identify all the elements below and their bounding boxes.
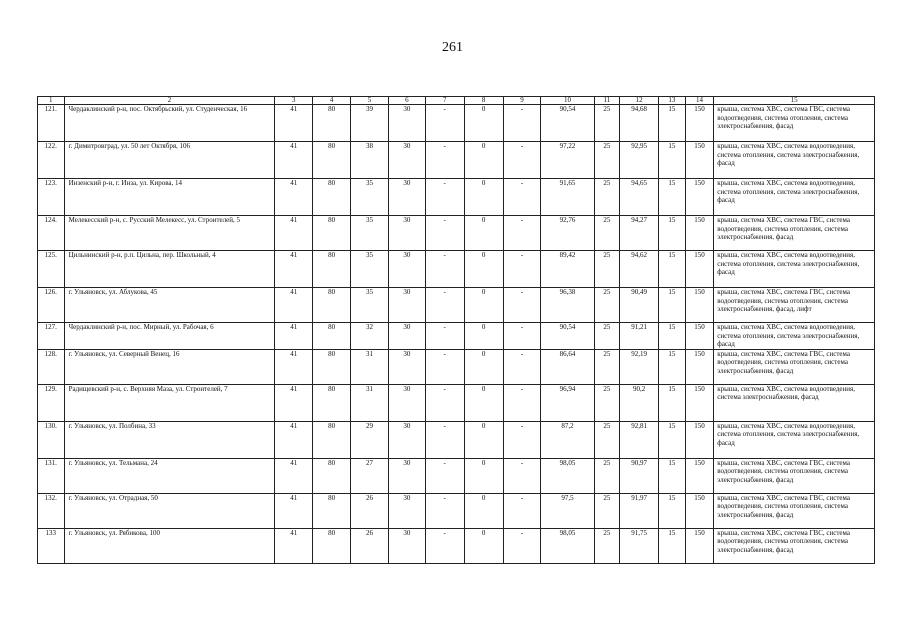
- cell-c8: 0: [464, 528, 503, 563]
- cell-c4: 80: [313, 179, 351, 216]
- cell-c8: 0: [464, 458, 503, 493]
- cell-c13: 15: [659, 142, 686, 179]
- cell-addr: Цильнинский р-н, р.п. Цильна, пер. Школьный, 4: [64, 251, 275, 288]
- cell-c14: 150: [685, 323, 714, 350]
- cell-works: крыша, система ХВС, система водоотведения, система отопления, система электроснабжения, фасад: [714, 179, 875, 216]
- cell-c14: 150: [685, 251, 714, 288]
- cell-c7: -: [425, 105, 464, 142]
- cell-c5: 39: [351, 105, 389, 142]
- cell-c5: 35: [351, 216, 389, 251]
- cell-c13: 15: [659, 105, 686, 142]
- cell-works: крыша, система ХВС, система ГВС, система водоотведения, система отопления, система электроснабжения, фасад: [714, 216, 875, 251]
- cell-c12: 94,68: [620, 105, 659, 142]
- page-number: 261: [442, 40, 463, 55]
- column-header: 14: [685, 97, 714, 105]
- cell-c9: -: [503, 323, 541, 350]
- cell-c5: 31: [351, 349, 389, 384]
- cell-c4: 80: [313, 216, 351, 251]
- cell-c9: -: [503, 179, 541, 216]
- cell-c9: -: [503, 384, 541, 421]
- cell-c7: -: [425, 323, 464, 350]
- cell-c5: 31: [351, 384, 389, 421]
- cell-c14: 150: [685, 458, 714, 493]
- cell-works: крыша, система ХВС, система ГВС, система водоотведения, система отопления, система электроснабжения, фасад: [714, 458, 875, 493]
- cell-n: 123.: [38, 179, 65, 216]
- cell-works: крыша, система ХВС, система водоотведения, система отопления, система электроснабжения, фасад: [714, 323, 875, 350]
- cell-c8: 0: [464, 421, 503, 458]
- cell-c8: 0: [464, 384, 503, 421]
- cell-c5: 27: [351, 458, 389, 493]
- cell-works: крыша, система ХВС, система водоотведения, система отопления, система электроснабжения, фасад: [714, 142, 875, 179]
- cell-c14: 150: [685, 421, 714, 458]
- cell-c11: 25: [594, 421, 620, 458]
- table-row: [38, 458, 875, 493]
- cell-c7: -: [425, 458, 464, 493]
- table-row: [38, 105, 875, 142]
- cell-c12: 91,97: [620, 493, 659, 528]
- cell-c9: -: [503, 288, 541, 323]
- column-header: 6: [388, 97, 425, 105]
- cell-c4: 80: [313, 288, 351, 323]
- cell-works: крыша, система ХВС, система ГВС, система водоотведения, система отопления, система электроснабжения, фасад: [714, 349, 875, 384]
- cell-n: 122.: [38, 142, 65, 179]
- cell-c3: 41: [275, 458, 313, 493]
- cell-n: 127.: [38, 323, 65, 350]
- cell-n: 132.: [38, 493, 65, 528]
- cell-c13: 15: [659, 421, 686, 458]
- table-row: [38, 142, 875, 179]
- cell-c6: 30: [388, 349, 425, 384]
- cell-c6: 30: [388, 323, 425, 350]
- cell-c3: 41: [275, 528, 313, 563]
- column-header: 4: [313, 97, 351, 105]
- cell-works: крыша, система ХВС, система водоотведения, система отопления, система электроснабжения, фасад: [714, 421, 875, 458]
- table-row: [38, 323, 875, 350]
- cell-c11: 25: [594, 251, 620, 288]
- cell-c10: 90,54: [541, 323, 594, 350]
- cell-c13: 15: [659, 528, 686, 563]
- column-header: 9: [503, 97, 541, 105]
- cell-c4: 80: [313, 349, 351, 384]
- cell-works: крыша, система ХВС, система ГВС, система водоотведения, система отопления, система электроснабжения, фасад: [714, 528, 875, 563]
- cell-c14: 150: [685, 288, 714, 323]
- cell-c11: 25: [594, 493, 620, 528]
- cell-c12: 92,95: [620, 142, 659, 179]
- cell-c12: 90,2: [620, 384, 659, 421]
- cell-c9: -: [503, 216, 541, 251]
- cell-c13: 15: [659, 384, 686, 421]
- cell-c7: -: [425, 493, 464, 528]
- cell-c10: 89,42: [541, 251, 594, 288]
- cell-n: 131.: [38, 458, 65, 493]
- cell-c9: -: [503, 142, 541, 179]
- cell-c10: 87,2: [541, 421, 594, 458]
- cell-addr: г. Ульяновск, ул. Полбина, 33: [64, 421, 275, 458]
- cell-c8: 0: [464, 105, 503, 142]
- cell-c9: -: [503, 458, 541, 493]
- column-header: 11: [594, 97, 620, 105]
- cell-c14: 150: [685, 142, 714, 179]
- cell-addr: г. Ульяновск, ул. Северный Венец, 16: [64, 349, 275, 384]
- cell-c11: 25: [594, 458, 620, 493]
- cell-c3: 41: [275, 349, 313, 384]
- cell-addr: г. Ульяновск, ул. Рябикова, 100: [64, 528, 275, 563]
- cell-addr: г. Димитровград, ул. 50 лет Октября, 106: [64, 142, 275, 179]
- housing-repair-table: [37, 96, 875, 564]
- cell-c12: 90,97: [620, 458, 659, 493]
- cell-c7: -: [425, 384, 464, 421]
- cell-c9: -: [503, 349, 541, 384]
- cell-addr: Радищевский р-н, с. Верхняя Мазa, ул. Строителей, 7: [64, 384, 275, 421]
- cell-c8: 0: [464, 216, 503, 251]
- cell-c7: -: [425, 349, 464, 384]
- cell-c5: 26: [351, 493, 389, 528]
- cell-c6: 30: [388, 458, 425, 493]
- cell-c7: -: [425, 288, 464, 323]
- cell-n: 129.: [38, 384, 65, 421]
- cell-c14: 150: [685, 384, 714, 421]
- cell-c11: 25: [594, 179, 620, 216]
- cell-c5: 29: [351, 421, 389, 458]
- cell-c7: -: [425, 179, 464, 216]
- table-row: [38, 216, 875, 251]
- cell-c10: 91,65: [541, 179, 594, 216]
- cell-works: крыша, система ХВС, система водоотведения, система электроснабжения, фасад: [714, 384, 875, 421]
- cell-c11: 25: [594, 323, 620, 350]
- table-body: [38, 105, 875, 564]
- cell-c8: 0: [464, 349, 503, 384]
- cell-c6: 30: [388, 216, 425, 251]
- table-row: [38, 288, 875, 323]
- cell-n: 126.: [38, 288, 65, 323]
- cell-c4: 80: [313, 493, 351, 528]
- cell-c9: -: [503, 421, 541, 458]
- cell-c11: 25: [594, 142, 620, 179]
- column-header: 5: [351, 97, 389, 105]
- cell-n: 124.: [38, 216, 65, 251]
- cell-c5: 35: [351, 179, 389, 216]
- cell-c4: 80: [313, 251, 351, 288]
- cell-c5: 26: [351, 528, 389, 563]
- table-row: [38, 251, 875, 288]
- cell-works: крыша, система ХВС, система ГВС, система водоотведения, система отопления, система электроснабжения, фасад: [714, 493, 875, 528]
- cell-c7: -: [425, 528, 464, 563]
- cell-c7: -: [425, 251, 464, 288]
- cell-addr: Чердаклинский р-н, пос. Октябрьский, ул. Студенческая, 16: [64, 105, 275, 142]
- cell-c8: 0: [464, 251, 503, 288]
- cell-c3: 41: [275, 493, 313, 528]
- cell-c9: -: [503, 105, 541, 142]
- cell-c10: 98,05: [541, 528, 594, 563]
- cell-c12: 91,75: [620, 528, 659, 563]
- cell-c4: 80: [313, 142, 351, 179]
- cell-works: крыша, система ХВС, система ГВС, система водоотведения, система отопления, система электроснабжения, фасад: [714, 105, 875, 142]
- column-header: 3: [275, 97, 313, 105]
- cell-c13: 15: [659, 216, 686, 251]
- cell-c5: 35: [351, 251, 389, 288]
- cell-addr: Чердаклинский р-н, пос. Мирный, ул. Рабочая, 6: [64, 323, 275, 350]
- cell-addr: г. Ульяновск, ул. Аблукова, 45: [64, 288, 275, 323]
- cell-c3: 41: [275, 216, 313, 251]
- cell-c10: 97,5: [541, 493, 594, 528]
- cell-c14: 150: [685, 179, 714, 216]
- cell-c4: 80: [313, 384, 351, 421]
- column-header: 10: [541, 97, 594, 105]
- column-header: 13: [659, 97, 686, 105]
- column-header: 15: [714, 97, 875, 105]
- cell-c10: 92,76: [541, 216, 594, 251]
- cell-addr: г. Ульяновск, ул. Отрадная, 50: [64, 493, 275, 528]
- cell-c11: 25: [594, 384, 620, 421]
- cell-c4: 80: [313, 105, 351, 142]
- cell-c6: 30: [388, 421, 425, 458]
- cell-addr: Инзенский р-н, г. Инза, ул. Кирова, 14: [64, 179, 275, 216]
- cell-c14: 150: [685, 105, 714, 142]
- cell-n: 133: [38, 528, 65, 563]
- cell-c10: 86,64: [541, 349, 594, 384]
- cell-c11: 25: [594, 216, 620, 251]
- cell-c7: -: [425, 216, 464, 251]
- cell-c13: 15: [659, 288, 686, 323]
- column-header: 1: [38, 97, 65, 105]
- cell-works: крыша, система ХВС, система ГВС, система водоотведения, система отопления, система электроснабжения, фасад, лифт: [714, 288, 875, 323]
- cell-c3: 41: [275, 323, 313, 350]
- cell-c13: 15: [659, 323, 686, 350]
- column-header: 7: [425, 97, 464, 105]
- cell-c6: 30: [388, 493, 425, 528]
- table-row: [38, 349, 875, 384]
- cell-c14: 150: [685, 216, 714, 251]
- table-row: [38, 384, 875, 421]
- cell-c6: 30: [388, 105, 425, 142]
- table-row: [38, 421, 875, 458]
- cell-addr: Мелекесский р-н, с. Русский Мелекесс, ул. Строителей, 5: [64, 216, 275, 251]
- cell-c13: 15: [659, 251, 686, 288]
- cell-c3: 41: [275, 384, 313, 421]
- cell-c6: 30: [388, 142, 425, 179]
- cell-c3: 41: [275, 179, 313, 216]
- cell-c6: 30: [388, 288, 425, 323]
- cell-c5: 38: [351, 142, 389, 179]
- cell-c13: 15: [659, 458, 686, 493]
- cell-c3: 41: [275, 288, 313, 323]
- cell-n: 130.: [38, 421, 65, 458]
- cell-c8: 0: [464, 142, 503, 179]
- cell-c12: 94,65: [620, 179, 659, 216]
- cell-c10: 98,05: [541, 458, 594, 493]
- cell-c14: 150: [685, 493, 714, 528]
- cell-c3: 41: [275, 105, 313, 142]
- cell-c9: -: [503, 493, 541, 528]
- cell-c8: 0: [464, 179, 503, 216]
- cell-c12: 92,19: [620, 349, 659, 384]
- cell-c4: 80: [313, 421, 351, 458]
- cell-c8: 0: [464, 493, 503, 528]
- table-row: [38, 179, 875, 216]
- cell-c3: 41: [275, 251, 313, 288]
- cell-c9: -: [503, 251, 541, 288]
- cell-c12: 91,21: [620, 323, 659, 350]
- cell-c10: 96,38: [541, 288, 594, 323]
- cell-c10: 96,94: [541, 384, 594, 421]
- cell-c11: 25: [594, 288, 620, 323]
- cell-c10: 90,54: [541, 105, 594, 142]
- cell-c11: 25: [594, 349, 620, 384]
- cell-c12: 92,81: [620, 421, 659, 458]
- cell-c10: 97,22: [541, 142, 594, 179]
- table-row: [38, 493, 875, 528]
- cell-c4: 80: [313, 458, 351, 493]
- cell-c11: 25: [594, 105, 620, 142]
- cell-n: 121.: [38, 105, 65, 142]
- column-header: 12: [620, 97, 659, 105]
- cell-c14: 150: [685, 528, 714, 563]
- cell-c8: 0: [464, 323, 503, 350]
- cell-c8: 0: [464, 288, 503, 323]
- cell-c12: 94,62: [620, 251, 659, 288]
- cell-c6: 30: [388, 384, 425, 421]
- cell-c6: 30: [388, 528, 425, 563]
- cell-c6: 30: [388, 251, 425, 288]
- cell-c13: 15: [659, 493, 686, 528]
- cell-n: 128.: [38, 349, 65, 384]
- cell-c4: 80: [313, 528, 351, 563]
- cell-c12: 94,27: [620, 216, 659, 251]
- cell-c9: -: [503, 528, 541, 563]
- cell-c13: 15: [659, 349, 686, 384]
- cell-c7: -: [425, 421, 464, 458]
- cell-c7: -: [425, 142, 464, 179]
- table-row: [38, 528, 875, 563]
- column-header: 2: [64, 97, 275, 105]
- cell-addr: г. Ульяновск, ул. Тельмана, 24: [64, 458, 275, 493]
- cell-c5: 32: [351, 323, 389, 350]
- cell-c12: 90,49: [620, 288, 659, 323]
- cell-c3: 41: [275, 421, 313, 458]
- cell-c14: 150: [685, 349, 714, 384]
- cell-c5: 35: [351, 288, 389, 323]
- cell-c3: 41: [275, 142, 313, 179]
- cell-c6: 30: [388, 179, 425, 216]
- cell-works: крыша, система ХВС, система водоотведения, система отопления, система электроснабжения, фасад: [714, 251, 875, 288]
- column-header: 8: [464, 97, 503, 105]
- cell-n: 125.: [38, 251, 65, 288]
- cell-c13: 15: [659, 179, 686, 216]
- cell-c4: 80: [313, 323, 351, 350]
- column-number-row: [38, 97, 875, 105]
- cell-c11: 25: [594, 528, 620, 563]
